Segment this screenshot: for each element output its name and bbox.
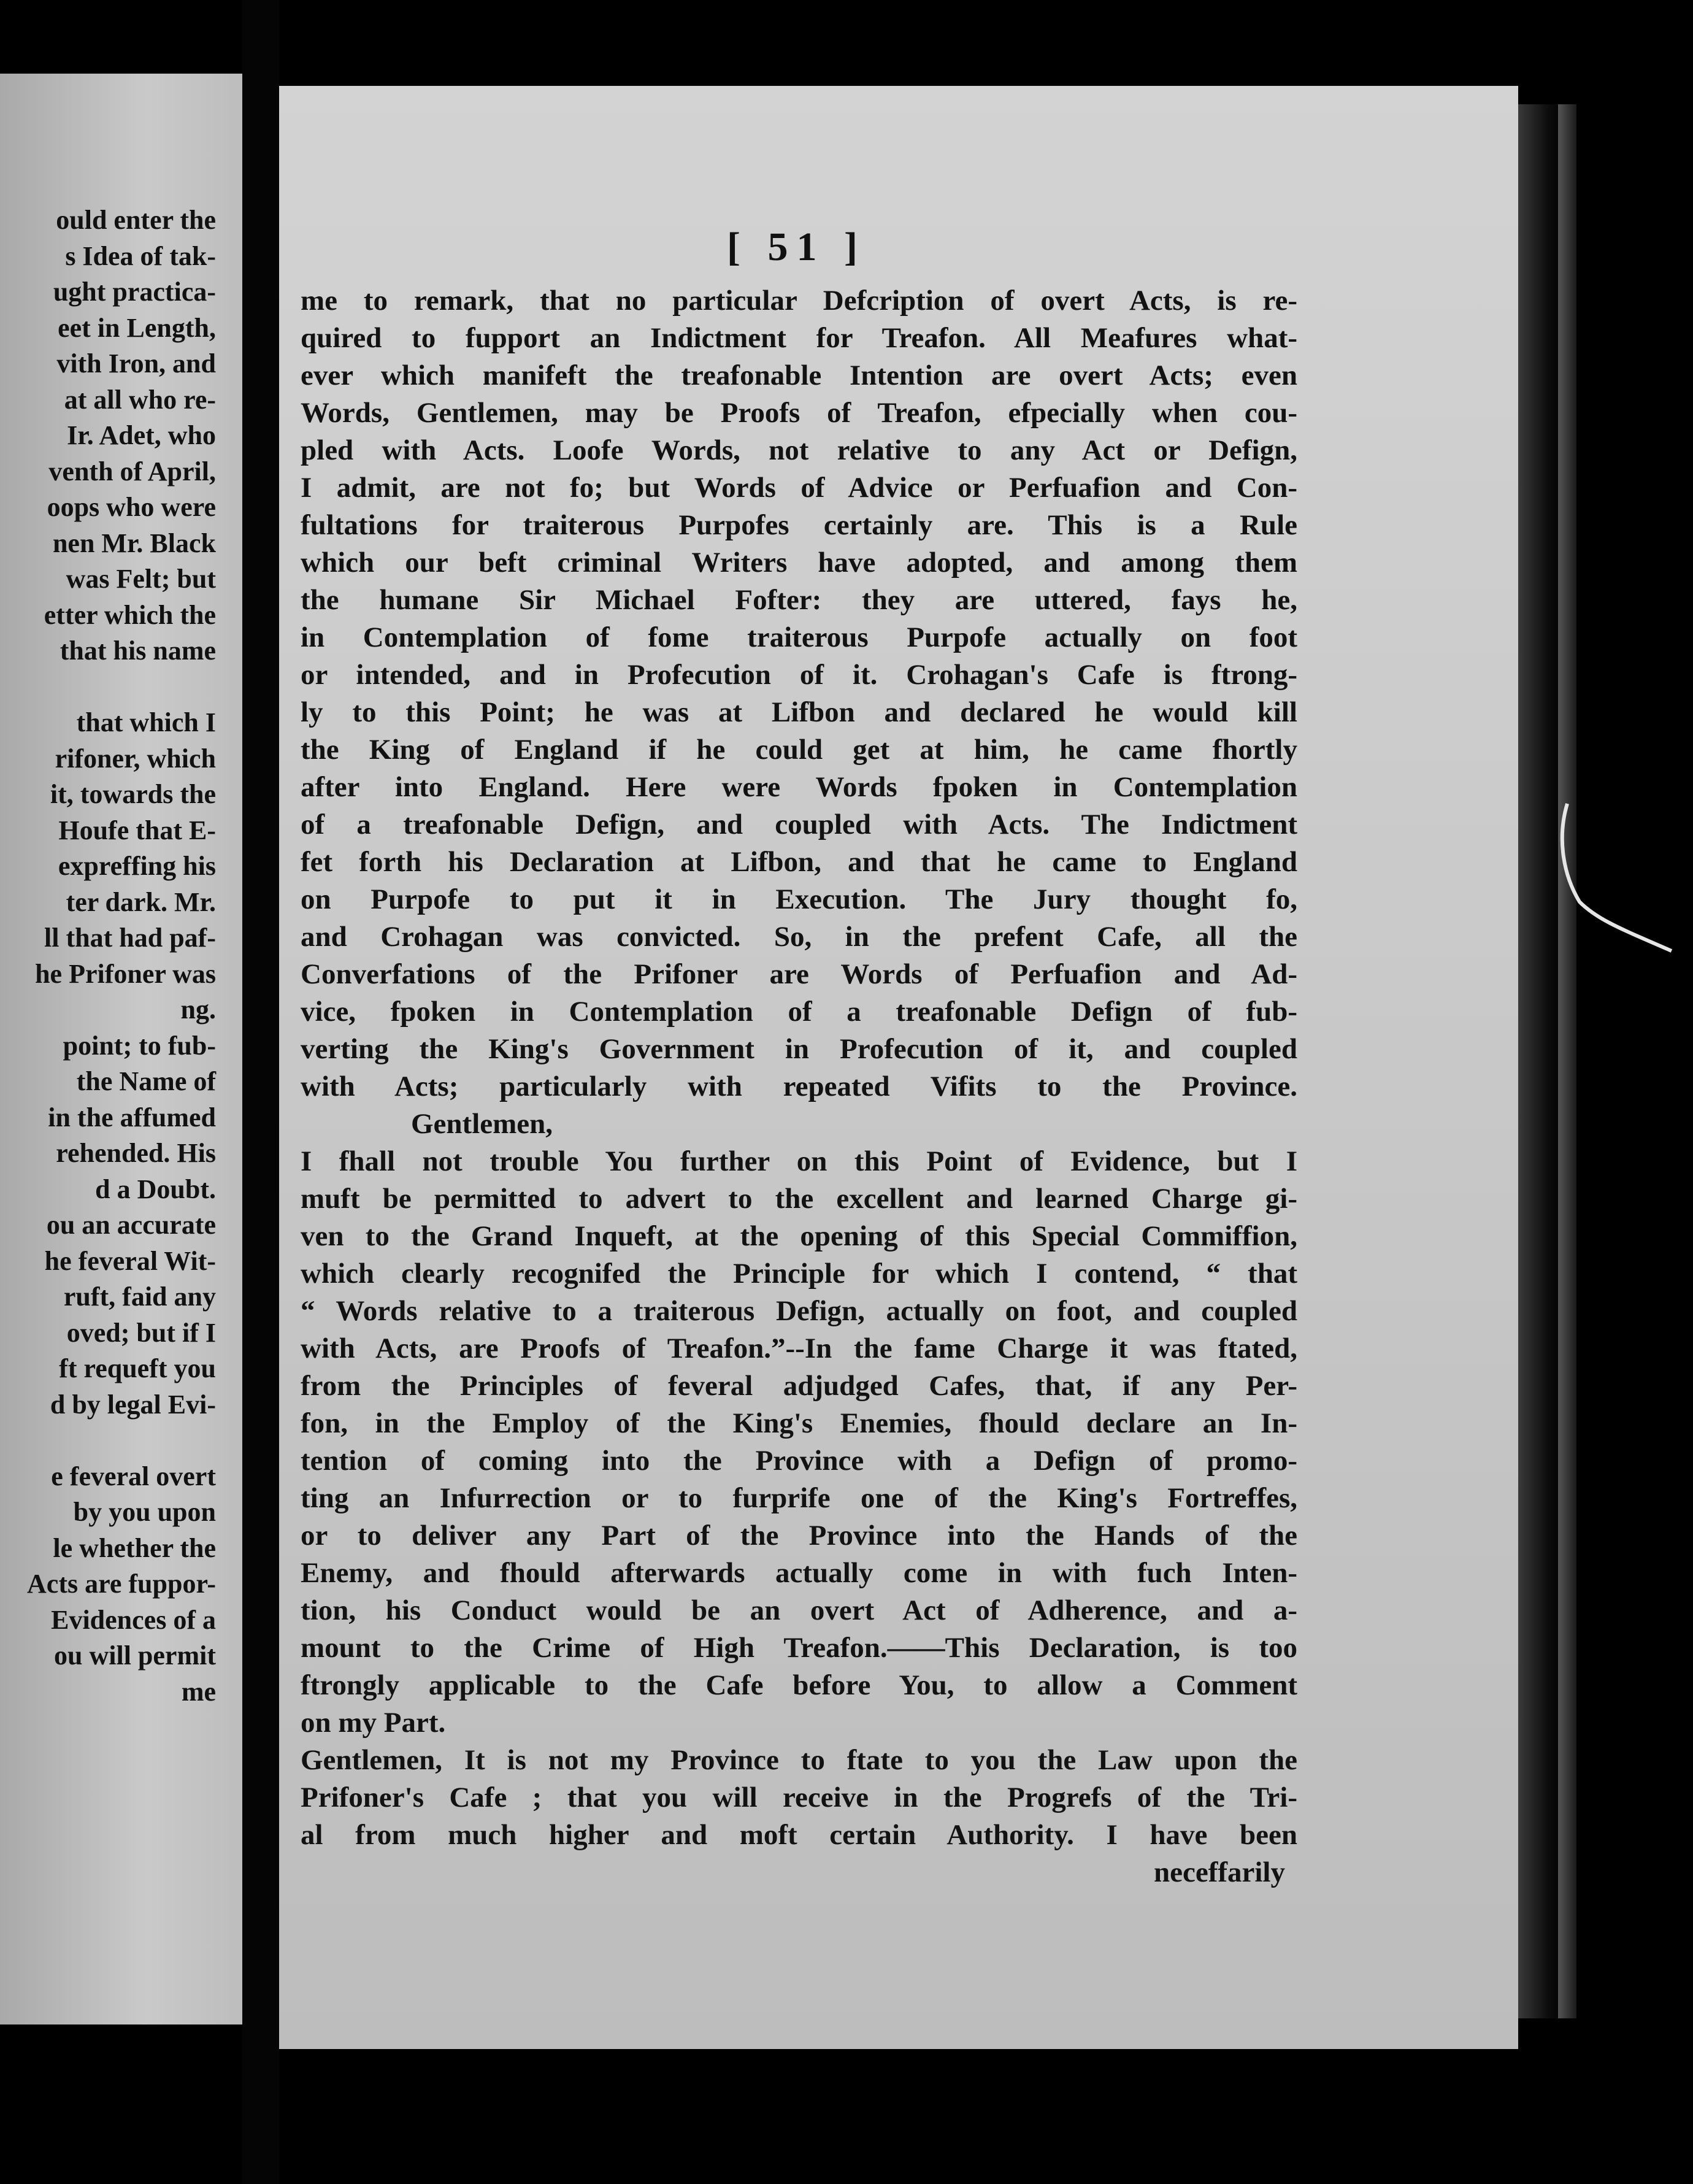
book-spine-gutter: [242, 0, 279, 2184]
left-line: he feveral Wit-: [44, 1245, 216, 1276]
text-line: with Acts; particularly with repeated Vifits to the Province.: [301, 1071, 1297, 1102]
left-line: vith Iron, and: [56, 348, 216, 379]
text-line: with Acts, are Proofs of Treafon.”--In the fame Charge it was ftated,: [301, 1332, 1297, 1364]
left-line: rifoner, which: [55, 743, 216, 774]
left-line: in the affumed: [48, 1102, 216, 1132]
left-line: venth of April,: [48, 456, 216, 486]
text-line: quired to fupport an Indictment for Treafon. All Meafures what-: [301, 322, 1297, 354]
text-line: on my Part.: [301, 1707, 446, 1739]
left-line: rehended. His: [56, 1138, 216, 1168]
left-line: ught practica-: [53, 277, 216, 307]
left-line: oved; but if I: [66, 1317, 216, 1348]
left-line: e feveral overt: [51, 1461, 216, 1491]
left-line: ruft, faid any: [63, 1282, 216, 1312]
text-line: tention of coming into the Province with a Defign of promo-: [301, 1445, 1297, 1477]
text-line: Converfations of the Prifoner are Words of Perfuafion and Ad-: [301, 958, 1297, 990]
left-line: eet in Length,: [58, 312, 216, 343]
left-line: Evidences of a: [51, 1604, 216, 1635]
text-line: “ Words relative to a traiterous Defign, actually on foot, and coupled: [301, 1295, 1297, 1327]
left-line: by you upon: [73, 1497, 216, 1527]
page-edge-highlight: [1558, 104, 1576, 2018]
text-line: after into England. Here were Words fpoken in Contemplation: [301, 771, 1297, 803]
left-line: me: [181, 1676, 216, 1707]
text-line: or to deliver any Part of the Province into the Hands of the: [301, 1520, 1297, 1551]
text-line: from the Principles of feveral adjudged Cafes, that, if any Per-: [301, 1370, 1297, 1402]
text-line: muft be permitted to advert to the excellent and learned Charge gi-: [301, 1183, 1297, 1215]
left-line: ter dark. Mr.: [66, 886, 216, 917]
text-line: Gentlemen, It is not my Province to ftate to you the Law upon the: [301, 1744, 1297, 1776]
text-line: fon, in the Employ of the King's Enemies, fhould declare an In-: [301, 1407, 1297, 1439]
left-line: that his name: [60, 636, 216, 666]
text-line: and Crohagan was convicted. So, in the prefent Cafe, all the: [301, 921, 1297, 953]
paper-tear-mark: [1555, 798, 1690, 957]
text-line: which our beft criminal Writers have adopted, and among them: [301, 547, 1297, 579]
text-line: pled with Acts. Loofe Words, not relative to any Act or Defign,: [301, 434, 1297, 466]
text-line: the King of England if he could get at him, he came fhortly: [301, 734, 1297, 766]
left-line: oops who were: [47, 492, 216, 522]
page-body-text: [301, 282, 1297, 1891]
text-line: ven to the Grand Inqueft, at the opening of this Special Commiffion,: [301, 1220, 1297, 1252]
left-line: nen Mr. Black: [52, 528, 216, 558]
left-line: Acts are fuppor-: [27, 1569, 216, 1599]
text-line: ever which manifeft the treafonable Intention are overt Acts; even: [301, 360, 1297, 391]
text-line: me to remark, that no particular Defcription of overt Acts, is re-: [301, 285, 1297, 317]
text-line: ftrongly applicable to the Cafe before You, to allow a Comment: [301, 1669, 1297, 1701]
catchword: neceffarily: [1153, 1856, 1285, 1888]
left-line: it, towards the: [50, 779, 216, 809]
left-page-text: [0, 202, 216, 1710]
text-line: verting the King's Government in Profecution of it, and coupled: [301, 1033, 1297, 1065]
left-line: that which I: [76, 707, 216, 737]
left-line: he Prifoner was: [35, 958, 216, 989]
text-line: Prifoner's Cafe ; that you will receive in the Progrefs of the Tri-: [301, 1782, 1297, 1813]
text-line: fultations for traiterous Purpofes certainly are. This is a Rule: [301, 509, 1297, 541]
left-line: Houfe that E-: [58, 815, 216, 845]
text-line: tion, his Conduct would be an overt Act of Adherence, and a-: [301, 1594, 1297, 1626]
left-line: Ir. Adet, who: [67, 420, 216, 450]
left-line: ou an accurate: [46, 1210, 216, 1240]
left-line: [0, 1423, 216, 1459]
left-line: was Felt; but: [66, 564, 216, 594]
left-line: d a Doubt.: [95, 1174, 216, 1204]
text-line: ly to this Point; he was at Lifbon and declared he would kill: [301, 696, 1297, 728]
text-line: al from much higher and moft certain Authority. I have been: [301, 1819, 1297, 1851]
text-line: which clearly recognifed the Principle for which I contend, “ that: [301, 1258, 1297, 1290]
text-line: mount to the Crime of High Treafon.——This Declaration, is too: [301, 1632, 1297, 1664]
left-line: ll that had paf-: [44, 923, 216, 953]
text-line: vice, fpoken in Contemplation of a treafonable Defign of fub-: [301, 996, 1297, 1028]
left-line: the Name of: [76, 1066, 216, 1096]
left-line: s Idea of tak-: [65, 240, 216, 271]
text-line: in Contemplation of fome traiterous Purpofe actually on foot: [301, 621, 1297, 653]
text-line: ting an Infurrection or to furprife one of the King's Fortreffes,: [301, 1482, 1297, 1514]
text-line: or intended, and in Profecution of it. Crohagan's Cafe is ftrong-: [301, 659, 1297, 691]
text-line: I admit, are not fo; but Words of Advice or Perfuafion and Con-: [301, 472, 1297, 504]
left-line: le whether the: [53, 1532, 216, 1563]
text-line: Words, Gentlemen, may be Proofs of Treafon, efpecially when cou-: [301, 397, 1297, 429]
left-line: ould enter the: [56, 205, 216, 235]
left-line: ou will permit: [54, 1640, 216, 1671]
left-line: expreffing his: [58, 851, 216, 881]
text-line: Enemy, and fhould afterwards actually come in with fuch Inten-: [301, 1557, 1297, 1589]
text-line: on Purpofe to put it in Execution. The Jury thought fo,: [301, 883, 1297, 915]
left-line: ng.: [180, 994, 216, 1025]
page-number-header: [ 51 ]: [727, 225, 866, 269]
left-line: ft requeft you: [59, 1353, 216, 1383]
left-line: at all who re-: [64, 384, 216, 415]
left-line: d by legal Evi-: [50, 1389, 216, 1420]
left-line: [0, 669, 216, 706]
text-line: fet forth his Declaration at Lifbon, and that he came to England: [301, 846, 1297, 878]
left-page: [0, 74, 242, 2024]
text-line: of a treafonable Defign, and coupled with Acts. The Indictment: [301, 809, 1297, 840]
text-line: I fhall not trouble You further on this Point of Evidence, but I: [301, 1145, 1297, 1177]
text-line: the humane Sir Michael Fofter: they are uttered, fays he,: [301, 584, 1297, 616]
left-line: etter which the: [44, 599, 216, 630]
salutation: Gentlemen,: [411, 1108, 553, 1140]
left-line: point; to fub-: [63, 1030, 216, 1061]
